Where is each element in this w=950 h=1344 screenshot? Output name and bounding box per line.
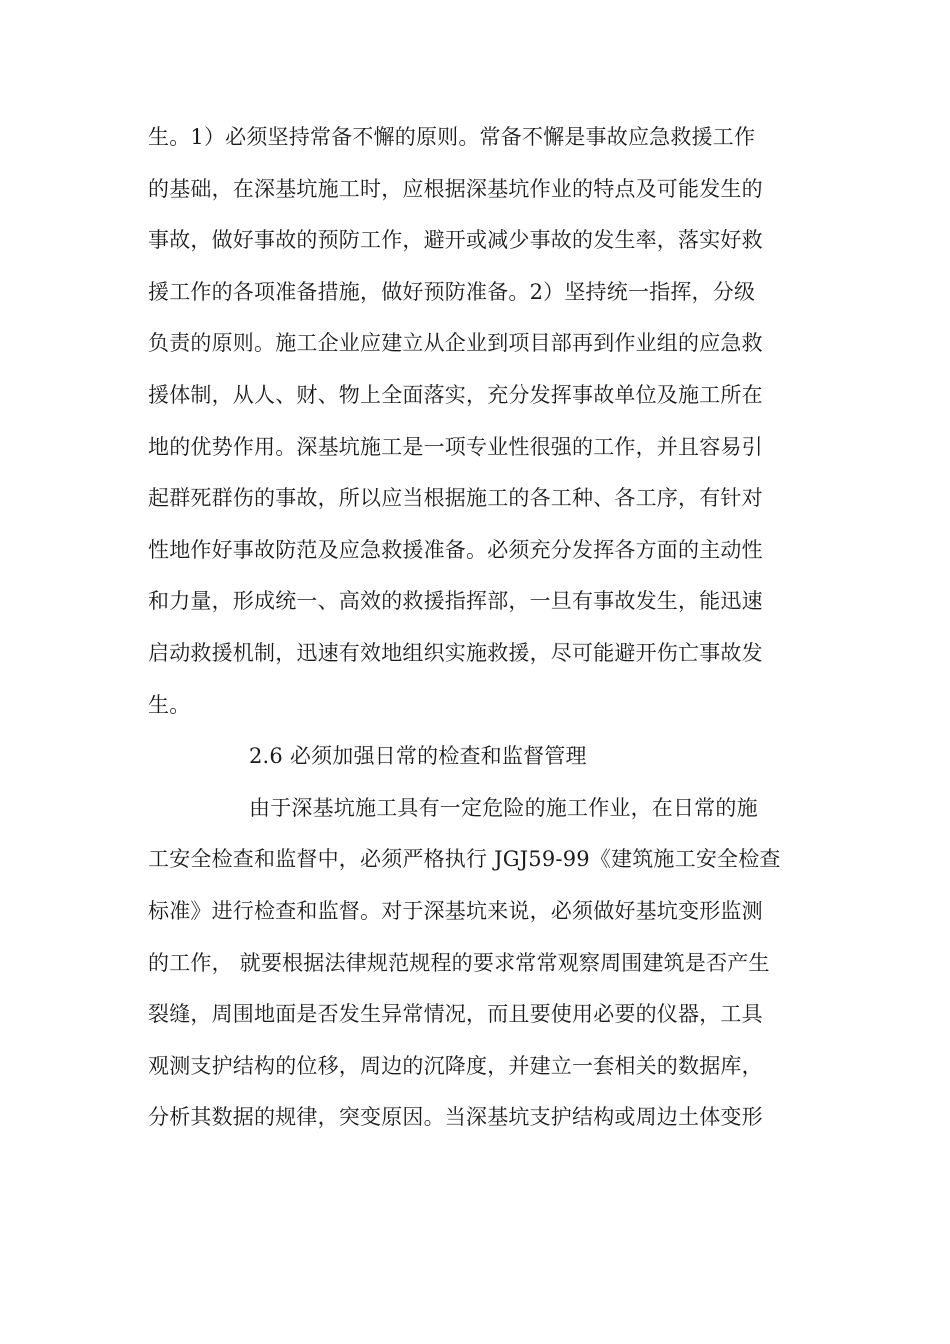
paragraph-line: 观测支护结构的位移，周边的沉降度，并建立一套相关的数据库， <box>148 1053 763 1078</box>
paragraph-line: 负责的原则。施工企业应建立从企业到项目部再到作业组的应急救 <box>148 331 763 356</box>
paragraph-line: 和力量，形成统一、高效的救援指挥部，一旦有事故发生，能迅速 <box>148 589 763 614</box>
paragraph-line: 援体制，从人、财、物上全面落实，充分发挥事故单位及施工所在 <box>148 382 763 407</box>
paragraph-line: 标准》进行检查和监督。对于深基坑来说，必须做好基坑变形监测 <box>148 898 763 923</box>
paragraph-line: 生。 <box>148 692 191 717</box>
paragraph-line: 起群死群伤的事故，所以应当根据施工的各工种、各工序，有针对 <box>148 486 763 511</box>
document-body <box>148 112 808 1144</box>
paragraph-line: 地的优势作用。深基坑施工是一项专业性很强的工作，并且容易引 <box>148 434 763 459</box>
paragraph-line: 援工作的各项准备措施，做好预防准备。2）坚持统一指挥，分级 <box>148 279 756 304</box>
paragraph-line: 分析其数据的规律，突变原因。当深基坑支护结构或周边土体变形 <box>148 1105 763 1130</box>
paragraph-line: 启动救援机制，迅速有效地组织实施救援，尽可能避开伤亡事故发 <box>148 640 763 665</box>
paragraph-line: 事故，做好事故的预防工作，避开或减少事故的发生率，落实好救 <box>148 228 763 253</box>
paragraph-line: 生。1）必须坚持常备不懈的原则。常备不懈是事故应急救援工作 <box>148 125 756 149</box>
paragraph-line: 工安全检查和监督中，必须严格执行 JGJ59-99《建筑施工安全检查 <box>148 847 781 872</box>
paragraph-line: 的基础，在深基坑施工时，应根据深基坑作业的特点及可能发生的 <box>148 176 763 201</box>
paragraph-line: 裂缝，周围地面是否发生异常情况，而且要使用必要的仪器，工具 <box>148 1002 763 1027</box>
section-heading: 2.6 必须加强日常的检查和监督管理 <box>249 744 587 769</box>
paragraph-first-line: 由于深基坑施工具有一定危险的施工作业，在日常的施 <box>249 795 758 820</box>
paragraph-line: 性地作好事故防范及应急救援准备。必须充分发挥各方面的主动性 <box>148 537 763 562</box>
paragraph-line: 的工作， 就要根据法律规范规程的要求常常观察周围建筑是否产生 <box>148 950 770 975</box>
